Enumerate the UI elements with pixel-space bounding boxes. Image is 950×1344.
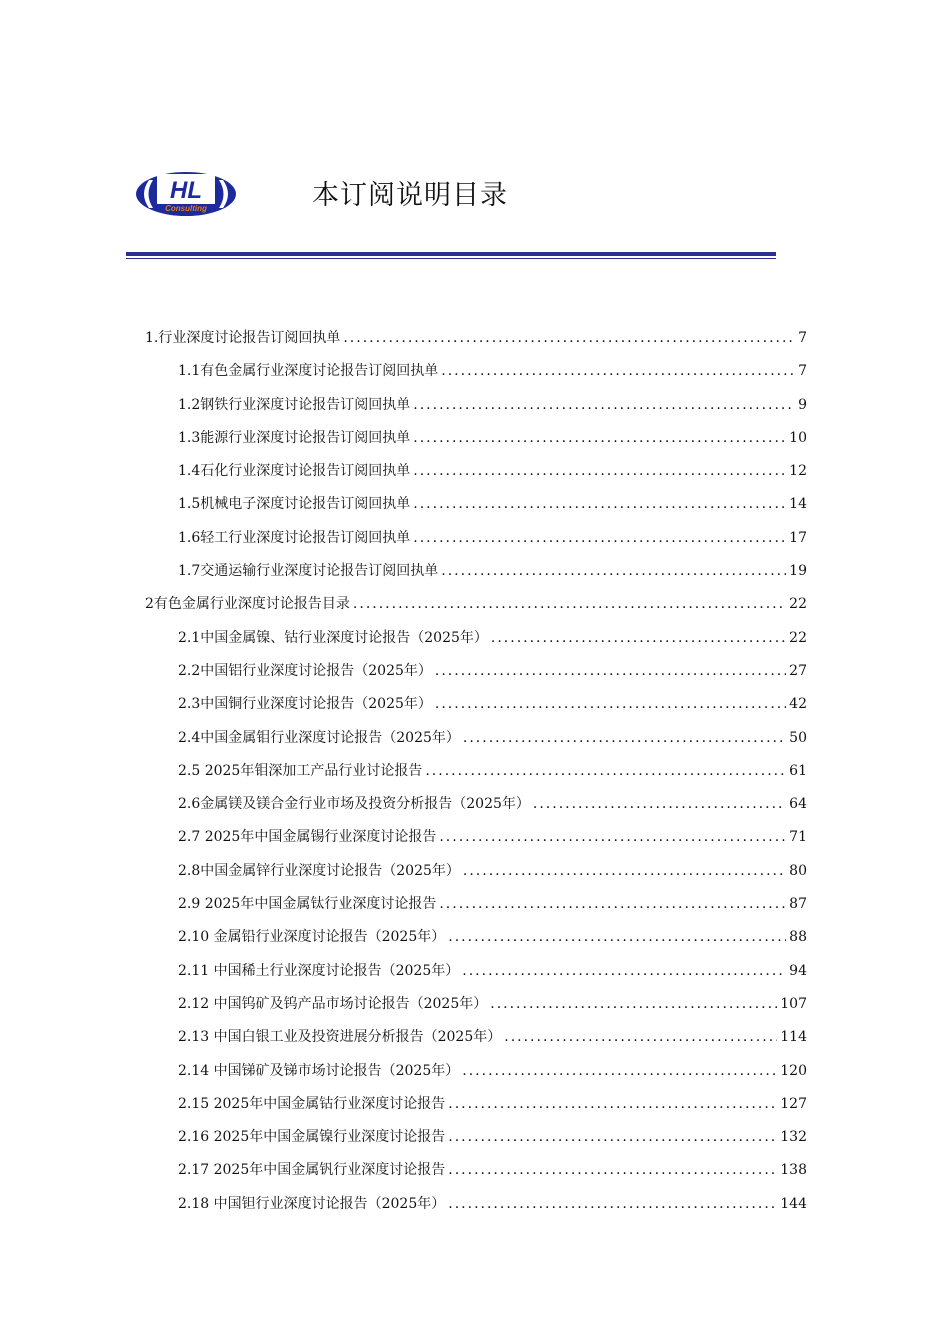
toc-entry-title: 1.7交通运输行业深度讨论报告订阅回执单 <box>178 563 439 580</box>
toc-entry[interactable] <box>145 1158 807 1191</box>
toc-entry-title: 2.14 中国锑矿及锑市场讨论报告（2025年） <box>178 1062 460 1079</box>
toc-dot-leader <box>425 759 786 783</box>
toc-page-number: 80 <box>789 862 807 879</box>
toc-entry-title: 2.11 中国稀土行业深度讨论报告（2025年） <box>178 962 460 979</box>
toc-entry[interactable] <box>145 459 807 492</box>
toc-entry-title: 2.6金属镁及镁合金行业市场及投资分析报告（2025年） <box>178 796 530 813</box>
toc-dot-leader <box>448 1192 777 1216</box>
toc-entry[interactable] <box>145 526 807 559</box>
toc-entry[interactable] <box>145 1092 807 1125</box>
toc-page-number: 144 <box>780 1195 807 1212</box>
toc-dot-leader <box>439 825 786 849</box>
toc-entry-title: 1.6轻工行业深度讨论报告订阅回执单 <box>178 529 411 546</box>
toc-dot-leader <box>343 326 795 350</box>
toc-dot-leader <box>448 1125 777 1149</box>
toc-entry-title: 2.7 2025年中国金属锡行业深度讨论报告 <box>178 829 437 846</box>
company-logo <box>135 171 237 217</box>
toc-entry[interactable] <box>145 426 807 459</box>
logo-subtext: Consulting <box>165 204 207 213</box>
toc-page-number: 94 <box>789 962 807 979</box>
toc-dot-leader <box>504 1025 777 1049</box>
toc-entry[interactable] <box>145 859 807 892</box>
toc-entry[interactable] <box>145 1192 807 1225</box>
toc-entry-title: 2.15 2025年中国金属钴行业深度讨论报告 <box>178 1095 446 1112</box>
toc-entry-title: 1.5机械电子深度讨论报告订阅回执单 <box>178 496 411 513</box>
toc-entry[interactable] <box>145 959 807 992</box>
header-divider-thick <box>126 252 776 256</box>
toc-page-number: 64 <box>789 796 807 813</box>
toc-entry-title: 2.2中国铝行业深度讨论报告（2025年） <box>178 662 432 679</box>
toc-page-number: 9 <box>798 396 807 413</box>
page-title: 本订阅说明目录 <box>312 180 508 211</box>
toc-page-number: 22 <box>789 596 807 613</box>
toc-page-number: 61 <box>789 762 807 779</box>
logo-text: HL <box>170 177 202 204</box>
toc-page-number: 42 <box>789 696 807 713</box>
toc-dot-leader <box>413 526 786 550</box>
toc-entry-title: 2.9 2025年中国金属钛行业深度讨论报告 <box>178 896 437 913</box>
toc-dot-leader <box>533 792 786 816</box>
toc-dot-leader <box>435 692 786 716</box>
toc-page-number: 17 <box>789 529 807 546</box>
toc-entry-title: 2.18 中国钽行业深度讨论报告（2025年） <box>178 1195 446 1212</box>
toc-entry[interactable] <box>145 393 807 426</box>
toc-page-number: 14 <box>789 496 807 513</box>
toc-entry[interactable] <box>145 559 807 592</box>
toc-dot-leader <box>353 592 786 616</box>
toc-page-number: 132 <box>780 1129 807 1146</box>
toc-entry-title: 2.3中国铜行业深度讨论报告（2025年） <box>178 696 432 713</box>
toc-entry[interactable] <box>145 1025 807 1058</box>
toc-page-number: 50 <box>789 729 807 746</box>
toc-dot-leader <box>413 492 786 516</box>
toc-page-number: 10 <box>789 429 807 446</box>
toc-entry-title: 2.5 2025年钼深加工产品行业讨论报告 <box>178 762 423 779</box>
toc-entry[interactable] <box>145 326 807 359</box>
toc-page-number: 7 <box>798 330 807 346</box>
toc-dot-leader <box>439 892 786 916</box>
toc-page-number: 88 <box>789 929 807 946</box>
toc-page-number: 19 <box>789 563 807 580</box>
toc-dot-leader <box>463 859 786 883</box>
toc-dot-leader <box>413 459 786 483</box>
toc-entry-title: 2.17 2025年中国金属钒行业深度讨论报告 <box>178 1162 446 1179</box>
toc-dot-leader <box>441 559 786 583</box>
toc-entry-title: 2有色金属行业深度讨论报告目录 <box>145 596 350 613</box>
toc-page-number: 127 <box>780 1095 807 1112</box>
toc-page-number: 7 <box>798 363 807 380</box>
toc-entry[interactable] <box>145 1059 807 1092</box>
toc-dot-leader <box>462 1059 777 1083</box>
toc-entry[interactable] <box>145 992 807 1025</box>
toc-page-number: 71 <box>789 829 807 846</box>
toc-dot-leader <box>490 992 777 1016</box>
toc-page-number: 27 <box>789 662 807 679</box>
toc-entry-title: 2.8中国金属锌行业深度讨论报告（2025年） <box>178 862 460 879</box>
toc-page-number: 114 <box>780 1029 807 1046</box>
toc-entry[interactable] <box>145 592 807 625</box>
toc-entry-title: 2.1中国金属镍、钴行业深度讨论报告（2025年） <box>178 629 488 646</box>
toc-dot-leader <box>463 726 786 750</box>
toc-entry[interactable] <box>145 492 807 525</box>
table-of-contents <box>145 326 807 1225</box>
toc-entry[interactable] <box>145 892 807 925</box>
toc-dot-leader <box>441 359 795 383</box>
toc-entry-title: 1.1有色金属行业深度讨论报告订阅回执单 <box>178 363 439 380</box>
toc-entry[interactable] <box>145 925 807 958</box>
toc-entry-title: 2.16 2025年中国金属镍行业深度讨论报告 <box>178 1129 446 1146</box>
toc-dot-leader <box>462 959 786 983</box>
toc-dot-leader <box>413 393 795 417</box>
toc-page-number: 22 <box>789 629 807 646</box>
toc-entry-title: 1.4石化行业深度讨论报告订阅回执单 <box>178 463 411 480</box>
toc-dot-leader <box>448 1092 777 1116</box>
hl-consulting-logo-icon <box>135 171 237 217</box>
toc-entry-title: 2.12 中国钨矿及钨产品市场讨论报告（2025年） <box>178 995 488 1012</box>
toc-entry[interactable] <box>145 626 807 659</box>
toc-entry[interactable] <box>145 726 807 759</box>
toc-entry-title: 2.4中国金属钼行业深度讨论报告（2025年） <box>178 729 460 746</box>
toc-dot-leader <box>413 426 786 450</box>
toc-entry[interactable] <box>145 792 807 825</box>
toc-entry-title: 1.3能源行业深度讨论报告订阅回执单 <box>178 429 411 446</box>
toc-entry[interactable] <box>145 1125 807 1158</box>
toc-page-number: 120 <box>780 1062 807 1079</box>
toc-dot-leader <box>491 626 786 650</box>
toc-entry-title: 1.2钢铁行业深度讨论报告订阅回执单 <box>178 396 411 413</box>
toc-page-number: 138 <box>780 1162 807 1179</box>
toc-page-number: 12 <box>789 463 807 480</box>
toc-entry-title: 2.13 中国白银工业及投资进展分析报告（2025年） <box>178 1029 502 1046</box>
toc-dot-leader <box>448 1158 777 1182</box>
toc-entry-title: 2.10 金属铅行业深度讨论报告（2025年） <box>178 929 446 946</box>
toc-entry[interactable] <box>145 659 807 692</box>
toc-dot-leader <box>448 925 786 949</box>
toc-dot-leader <box>435 659 786 683</box>
header-divider-thin <box>126 258 776 259</box>
toc-entry[interactable] <box>145 759 807 792</box>
toc-entry[interactable] <box>145 359 807 392</box>
toc-entry[interactable] <box>145 825 807 858</box>
toc-entry[interactable] <box>145 692 807 725</box>
toc-page-number: 87 <box>789 896 807 913</box>
toc-entry-title: 1.行业深度讨论报告订阅回执单 <box>145 330 341 346</box>
toc-page-number: 107 <box>780 995 807 1012</box>
